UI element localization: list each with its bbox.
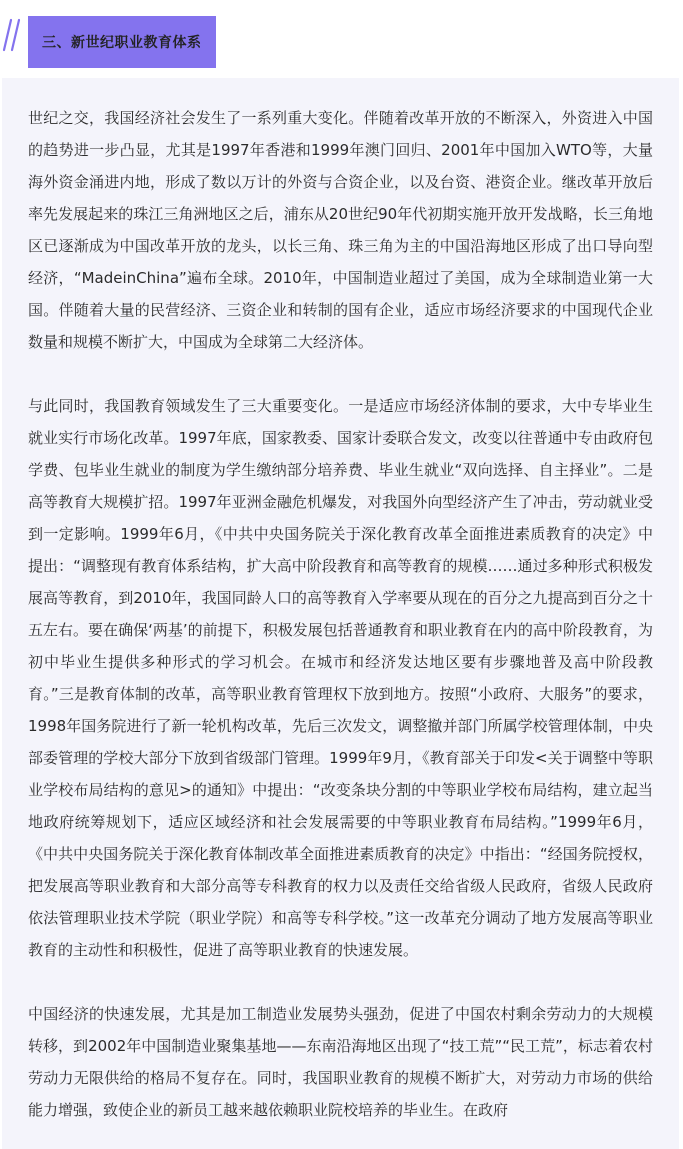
content-panel <box>2 78 679 1149</box>
double-slash-icon <box>2 18 22 52</box>
section-header <box>0 16 683 68</box>
section-title: 三、新世纪职业教育体系 <box>42 35 202 51</box>
paragraph-2: 与此同时，我国教育领域发生了三大重要变化。一是适应市场经济体制的要求，大中专毕业生就业实行市场化改革。1997年底，国家教委、国家计委联合发文，改变以往普通中专由政府包学费、包毕业生就业的制度为学生缴纳部分培养费、毕业生就业“双向选择、自主择业”。二是高等教育大规模扩招。1997年亚洲金融危机爆发，对我国外向型经济产生了冲击，劳动就业受到一定影响。1999年6月，《中共中央国务院关于深化教育改革全面推进素质教育的决定》中提出：“调整现有教育体系结构，扩大高中阶段教育和高等教育的规模……通过多种形式积极发展高等教育，到2010年，我国同龄人口的高等教育入学率要从现在的百分之九提高到百分之十五左右。要在确保‘两基’的前提下，积极发展包括普通教育和职业教育在内的高中阶段教育，为初中毕业生提供多种形式的学习机会。在城市和经济发达地区要有步骤地普及高中阶段教育。”三是教育体制的改革，高等职业教育管理权下放到地方。按照“小政府、大服务”的要求，1998年国务院进行了新一轮机构改革，先后三次发文，调整撤并部门所属学校管理体制，中央部委管理的学校大部分下放到省级部门管理。1999年9月，《教育部关于印发<关于调整中等职业学校布局结构的意见>的通知》中提出：“改变条块分割的中等职业学校布局结构，建立起当地政府统筹规划下，适应区域经济和社会发展需要的中等职业教育布局结构。”1999年6月，《中共中央国务院关于深化教育体制改革全面推进素质教育的决定》中指出：“经国务院授权，把发展高等职业教育和大部分高等专科教育的权力以及责任交给省级人民政府，省级人民政府依法管理职业技术学院（职业学院）和高等专科学校。”这一改革充分调动了地方发展高等职业教育的主动性和积极性，促进了高等职业教育的快速发展。 <box>28 397 653 959</box>
paragraph-3: 中国经济的快速发展，尤其是加工制造业发展势头强劲，促进了中国农村剩余劳动力的大规模转移，到2002年中国制造业聚集基地——东南沿海地区出现了“技工荒”“民工荒”，标志着农村劳动力无限供给的格局不复存在。同时，我国职业教育的规模不断扩大，对劳动力市场的供给能力增强，致使企业的新员工越来越依赖职业院校培养的毕业生。在政府 <box>28 1005 653 1119</box>
section-title-box <box>28 16 216 68</box>
paragraph-1: 世纪之交，我国经济社会发生了一系列重大变化。伴随着改革开放的不断深入，外资进入中国的趋势进一步凸显，尤其是1997年香港和1999年澳门回归、2001年中国加入WTO等，大量海外资金涌进内地，形成了数以万计的外资与合资企业，以及台资、港资企业。继改革开放后率先发展起来的珠江三角洲地区之后，浦东从20世纪90年代初期实施开放开发战略，长三角地区已逐渐成为中国改革开放的龙头，以长三角、珠三角为主的中国沿海地区形成了出口导向型经济，“MadeinChina”遍布全球。2010年，中国制造业超过了美国，成为全球制造业第一大国。伴随着大量的民营经济、三资企业和转制的国有企业，适应市场经济要求的中国现代企业数量和规模不断扩大，中国成为全球第二大经济体。 <box>28 109 653 351</box>
